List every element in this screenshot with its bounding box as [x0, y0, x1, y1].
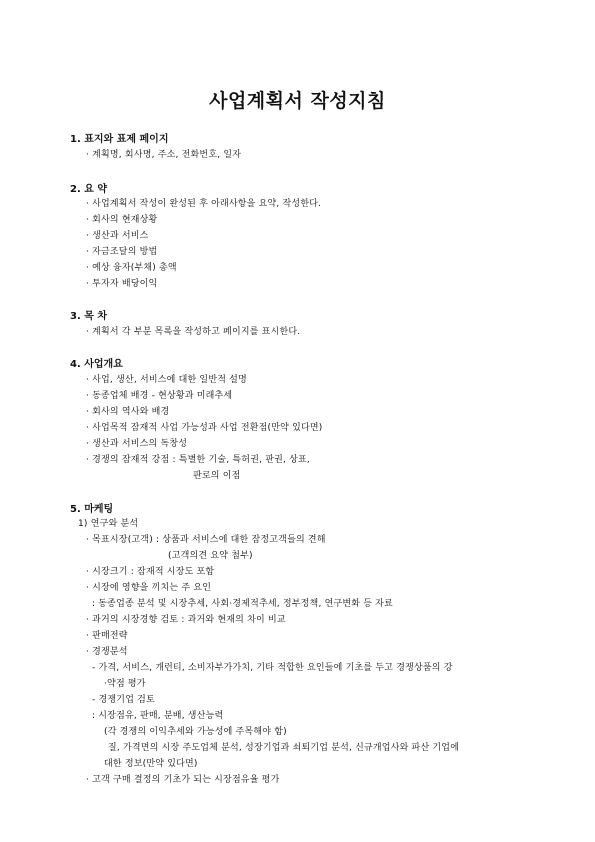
list-item-continuation: 대한 정보(만약 있다면) — [104, 759, 198, 769]
list-item: · 회사의 역사와 배경 — [86, 407, 170, 417]
section-heading-marketing: 5. 마케팅 — [70, 504, 114, 515]
section-heading-toc: 3. 목 차 — [70, 311, 108, 322]
list-item-continuation: (고객의견 요약 첨부) — [168, 551, 253, 561]
list-item: · 자금조달의 방법 — [86, 247, 158, 257]
list-item: · 예상 융자(부채) 총액 — [86, 263, 177, 273]
list-item: · 생산과 서비스 — [86, 231, 149, 241]
section-heading-cover: 1. 표지와 표제 페이지 — [70, 134, 169, 145]
list-item-note: (각 경쟁의 이익추세와 가능성에 주목해야 함) — [104, 727, 287, 737]
list-item: · 경쟁의 잠재적 강점 : 특별한 기술, 특허권, 판권, 상표, — [86, 455, 310, 465]
list-item: · 생산과 서비스의 독창성 — [86, 439, 188, 449]
list-item: · 계획서 각 부분 목록을 작성하고 페이지를 표시한다. — [86, 327, 301, 337]
list-item: · 사업, 생산, 서비스에 대한 일반적 설명 — [86, 375, 247, 385]
list-item: · 경쟁분석 — [86, 647, 128, 657]
document-title: 사업계획서 작성지침 — [209, 90, 386, 112]
subsection-heading: 1) 연구와 분석 — [78, 519, 139, 529]
list-item: · 시장에 영향을 끼치는 주 요인 — [86, 583, 212, 593]
list-item-dash: - 경쟁기업 검토 — [92, 695, 155, 705]
list-item-detail: 질, 가격면의 시장 주도업체 분석, 성장기업과 쇠퇴기업 분석, 신규개업사와 파산 기업에 — [108, 743, 460, 753]
list-item: · 판매전략 — [86, 631, 128, 641]
list-item-continuation: ·약점 평가 — [104, 679, 146, 689]
section-heading-summary: 2. 요 약 — [70, 184, 108, 195]
list-item-detail: : 시장점유, 판매, 분배, 생산능력 — [92, 711, 224, 721]
list-item: · 회사의 현재상황 — [86, 215, 158, 225]
list-item-detail: : 동종업종 분석 및 시장추세, 사회·경제적추세, 정부정책, 연구변화 등 자료 — [92, 599, 393, 609]
list-item: · 투자자 배당이익 — [86, 279, 158, 289]
list-item: · 시장크기 : 잠재적 시장도 포함 — [86, 567, 215, 577]
list-item: · 사업목적 잠재적 사업 가능성과 사업 전환점(만약 있다면) — [86, 423, 323, 433]
list-item-continuation: 판로의 이점 — [193, 471, 241, 481]
list-item: · 동종업체 배경 - 현상황과 미래추세 — [86, 391, 233, 401]
list-item: · 사업계획서 작성이 완성된 후 아래사항을 요약, 작성한다. — [86, 199, 322, 209]
list-item: · 과거의 시장경향 검토 : 과거와 현재의 차이 비교 — [86, 615, 286, 625]
list-item: · 고객 구매 결정의 기초가 되는 시장점유율 평가 — [86, 775, 280, 785]
list-item: · 목표시장(고객) : 상품과 서비스에 대한 잠정고객들의 견해 — [86, 535, 326, 545]
list-item-dash: - 가격, 서비스, 개런티, 소비자부가가치, 기타 적합한 요인들에 기초를 두고 경쟁상품의 강 — [92, 663, 453, 673]
list-item: · 계획명, 회사명, 주소, 전화번호, 일자 — [86, 150, 242, 160]
section-heading-overview: 4. 사업개요 — [70, 359, 123, 370]
